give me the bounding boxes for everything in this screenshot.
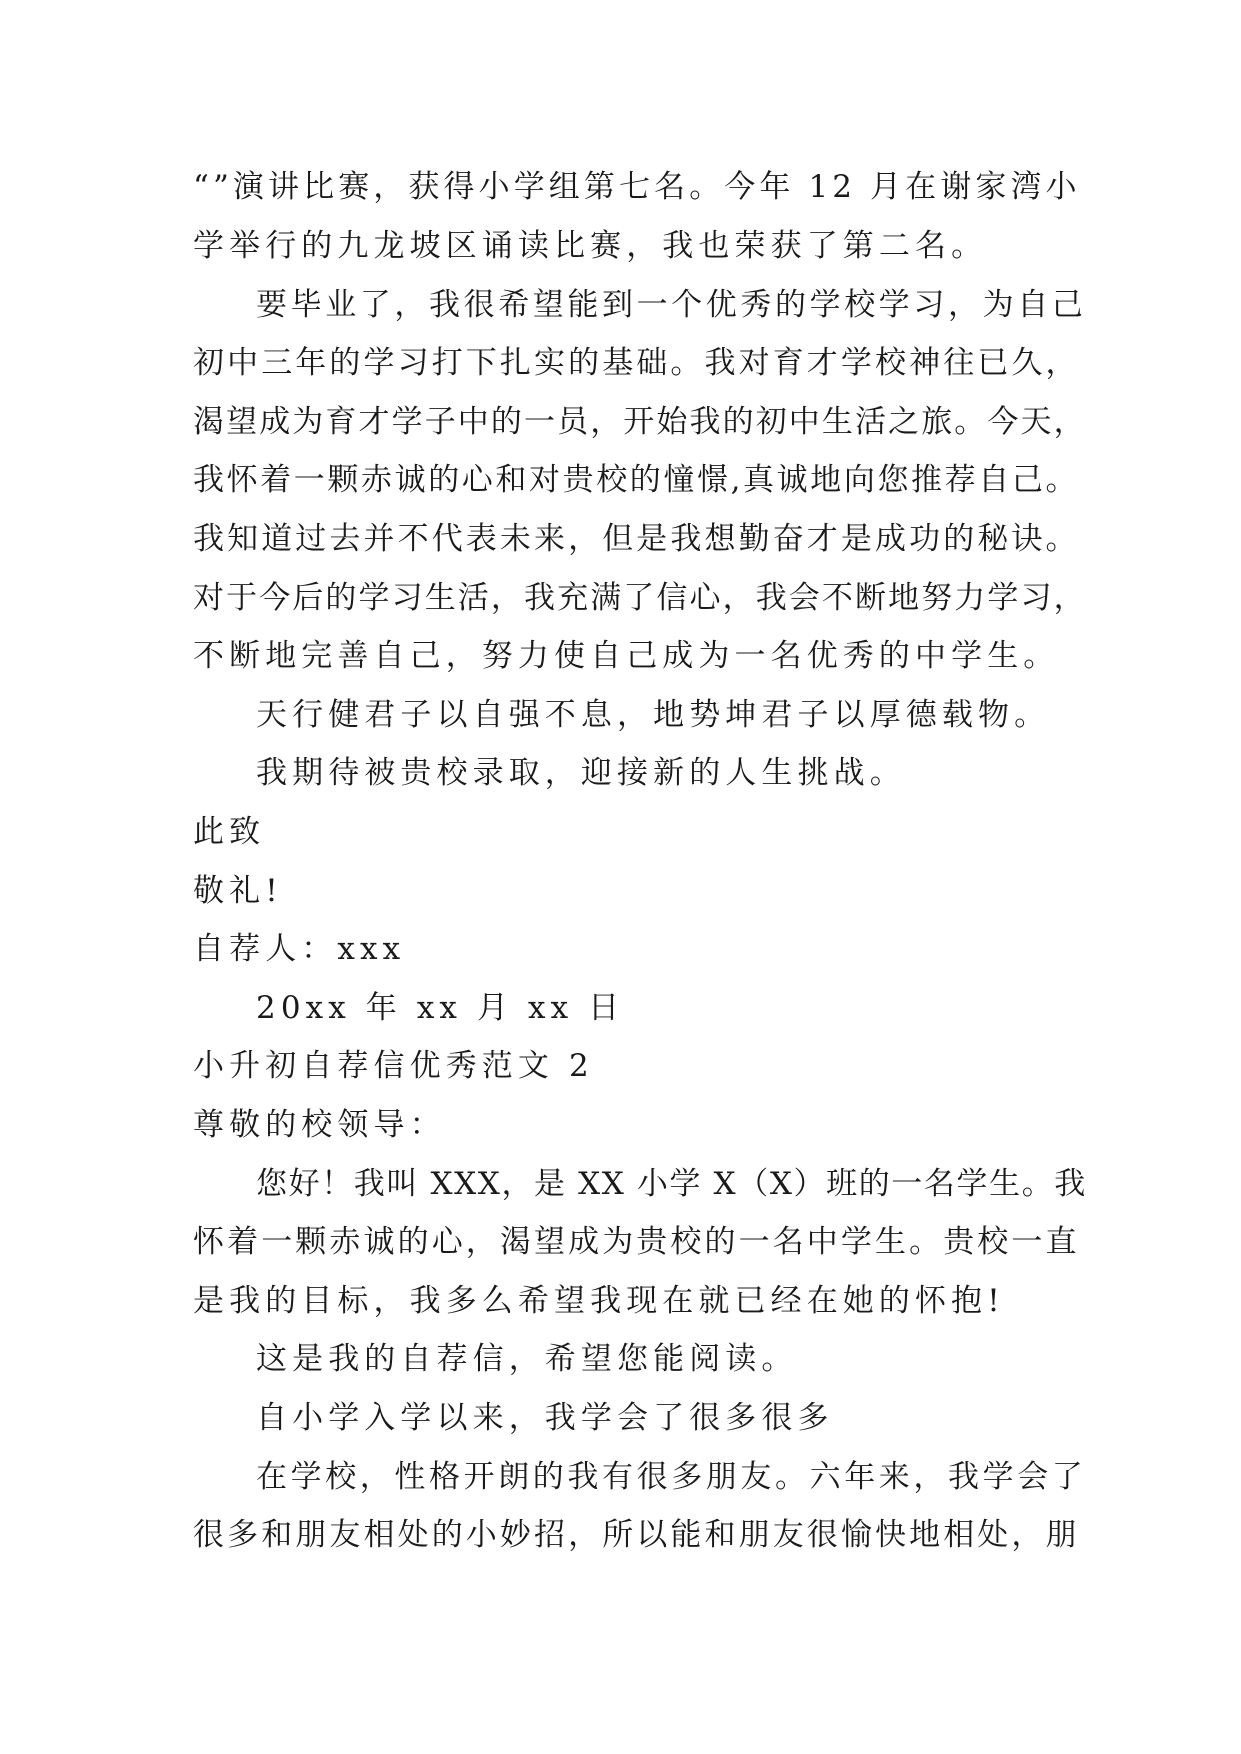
section-title: 小升初自荐信优秀范文 2 [193,1048,594,1084]
text-line: 我怀着一颗赤诚的心和对贵校的憧憬,真诚地向您推荐自己。 [193,462,1080,498]
text-line: 不断地完善自己，努力使自己成为一名优秀的中学生。 [193,638,1060,674]
text-line: 自小学入学以来，我学会了很多很多 [256,1400,834,1436]
text-line: 是我的目标，我多么希望我现在就已经在她的怀抱! [193,1283,1005,1319]
greeting-line: 尊敬的校领导： [193,1107,446,1143]
salutation-line: 敬礼! [193,873,283,909]
text-line: 很多和朋友相处的小妙招，所以能和朋友很愉快地相处，朋 [193,1517,1080,1553]
signature-line: 自荐人：xxx [193,931,406,967]
date-line: 20xx 年 xx 月 xx 日 [256,990,625,1026]
text-line: 对于今后的学习生活，我充满了信心，我会不断地努力学习， [193,580,1087,616]
text-line: 这是我的自荐信，希望您能阅读。 [256,1341,798,1377]
text-line: 初中三年的学习打下扎实的基础。我对育才学校神往已久， [193,345,1080,381]
text-line: 渴望成为育才学子中的一员，开始我的初中生活之旅。今天， [193,404,1087,440]
text-line: 我知道过去并不代表未来，但是我想勤奋才是成功的秘诀。 [193,521,1080,557]
text-line: 在学校，性格开朗的我有很多朋友。六年来，我学会了 [256,1459,1087,1495]
text-line: 要毕业了，我很希望能到一个优秀的学校学习，为自己 [256,287,1087,323]
text-line: 怀着一颗赤诚的心，渴望成为贵校的一名中学生。贵校一直 [193,1224,1080,1260]
text-line: 我期待被贵校录取，迎接新的人生挑战。 [256,755,906,791]
text-line: 您好！我叫 XXX，是 XX 小学 X（X）班的一名学生。我 [256,1166,1087,1202]
text-line: 学举行的九龙坡区诵读比赛，我也荣获了第二名。 [193,228,988,264]
salutation-line: 此致 [193,814,266,850]
text-line: “”演讲比赛，获得小学组第七名。今年 12 月在谢家湾小 [193,169,1081,205]
text-line: 天行健君子以自强不息，地势坤君子以厚德载物。 [256,697,1051,733]
